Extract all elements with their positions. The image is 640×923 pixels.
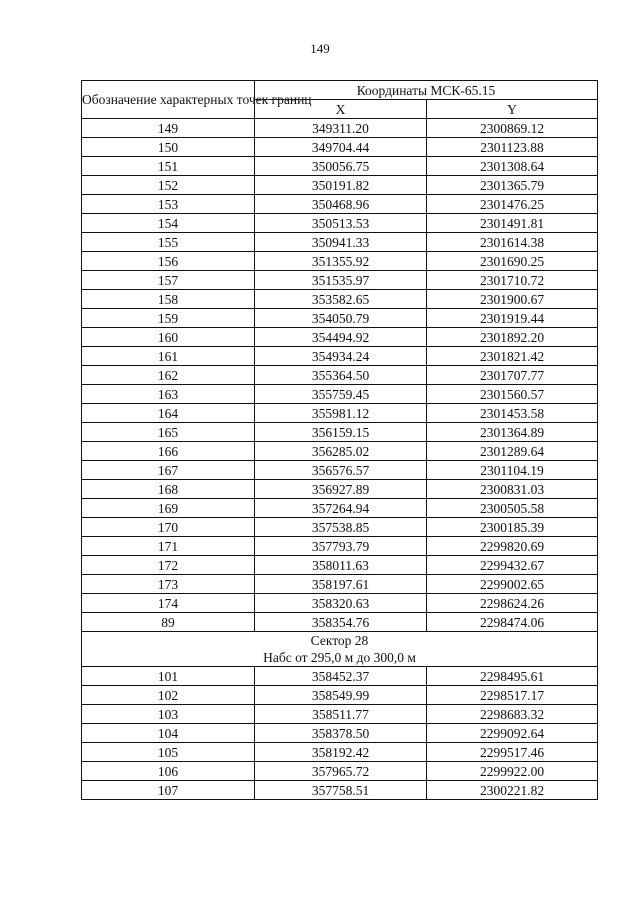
x-coordinate-cell: 358192.42: [255, 743, 427, 762]
point-id-cell: 164: [82, 404, 255, 423]
point-id-cell: 161: [82, 347, 255, 366]
y-coordinate-cell: 2299002.65: [427, 575, 598, 594]
table-row: [82, 480, 598, 499]
x-coordinate-cell: 358452.37: [255, 667, 427, 686]
point-id-cell: 166: [82, 442, 255, 461]
y-coordinate-cell: 2301453.58: [427, 404, 598, 423]
table-row: [82, 518, 598, 537]
x-coordinate-cell: 356576.57: [255, 461, 427, 480]
x-coordinate-cell: 358511.77: [255, 705, 427, 724]
table-row: [82, 347, 598, 366]
y-coordinate-cell: 2301919.44: [427, 309, 598, 328]
point-id-cell: 155: [82, 233, 255, 252]
point-id-cell: 163: [82, 385, 255, 404]
x-coordinate-cell: 358549.99: [255, 686, 427, 705]
point-id-cell: 105: [82, 743, 255, 762]
point-id-cell: 101: [82, 667, 255, 686]
table-row: [82, 613, 598, 632]
point-id-cell: 168: [82, 480, 255, 499]
y-coordinate-cell: 2300831.03: [427, 480, 598, 499]
y-coordinate-cell: 2299820.69: [427, 537, 598, 556]
x-coordinate-cell: 351355.92: [255, 252, 427, 271]
point-id-cell: 152: [82, 176, 255, 195]
x-coordinate-cell: 350941.33: [255, 233, 427, 252]
table-row: [82, 686, 598, 705]
table-row: [82, 442, 598, 461]
y-coordinate-cell: 2300221.82: [427, 781, 598, 800]
y-coordinate-cell: 2301476.25: [427, 195, 598, 214]
header-coordinates: Координаты МСК-65.15: [255, 81, 598, 100]
x-coordinate-cell: 349311.20: [255, 119, 427, 138]
table-row: [82, 176, 598, 195]
x-coordinate-cell: 355981.12: [255, 404, 427, 423]
x-coordinate-cell: 353582.65: [255, 290, 427, 309]
x-coordinate-cell: 355759.45: [255, 385, 427, 404]
point-id-cell: 160: [82, 328, 255, 347]
point-id-cell: 154: [82, 214, 255, 233]
table-row: [82, 575, 598, 594]
x-coordinate-cell: 350513.53: [255, 214, 427, 233]
point-id-cell: 106: [82, 762, 255, 781]
y-coordinate-cell: 2301491.81: [427, 214, 598, 233]
table-row: [82, 423, 598, 442]
point-id-cell: 157: [82, 271, 255, 290]
point-id-cell: 149: [82, 119, 255, 138]
point-id-cell: 165: [82, 423, 255, 442]
header-y: Y: [427, 100, 598, 119]
table-body-before-sector: [82, 119, 598, 632]
y-coordinate-cell: 2301364.89: [427, 423, 598, 442]
x-coordinate-cell: 358197.61: [255, 575, 427, 594]
table-row: [82, 667, 598, 686]
table-row: [82, 233, 598, 252]
point-id-cell: 153: [82, 195, 255, 214]
coordinates-table: [81, 80, 598, 800]
point-id-cell: 89: [82, 613, 255, 632]
y-coordinate-cell: 2301614.38: [427, 233, 598, 252]
y-coordinate-cell: 2298517.17: [427, 686, 598, 705]
table-body-after-sector: [82, 667, 598, 800]
table-row: [82, 119, 598, 138]
point-id-cell: 107: [82, 781, 255, 800]
table-row: [82, 366, 598, 385]
point-id-cell: 159: [82, 309, 255, 328]
point-id-cell: 172: [82, 556, 255, 575]
y-coordinate-cell: 2298474.06: [427, 613, 598, 632]
y-coordinate-cell: 2299922.00: [427, 762, 598, 781]
point-id-cell: 169: [82, 499, 255, 518]
table-row: [82, 271, 598, 290]
y-coordinate-cell: 2300185.39: [427, 518, 598, 537]
point-id-cell: 102: [82, 686, 255, 705]
table-row: [82, 781, 598, 800]
x-coordinate-cell: 356285.02: [255, 442, 427, 461]
y-coordinate-cell: 2300505.58: [427, 499, 598, 518]
sector-heading: [82, 632, 598, 667]
y-coordinate-cell: 2301560.57: [427, 385, 598, 404]
table-row: [82, 385, 598, 404]
point-id-cell: 170: [82, 518, 255, 537]
y-coordinate-cell: 2301900.67: [427, 290, 598, 309]
page-number: 149: [310, 41, 330, 56]
y-coordinate-cell: 2301289.64: [427, 442, 598, 461]
table-row: [82, 762, 598, 781]
point-id-cell: 167: [82, 461, 255, 480]
point-id-cell: 151: [82, 157, 255, 176]
y-coordinate-cell: 2301707.77: [427, 366, 598, 385]
point-id-cell: 150: [82, 138, 255, 157]
y-coordinate-cell: 2298495.61: [427, 667, 598, 686]
y-coordinate-cell: 2298683.32: [427, 705, 598, 724]
x-coordinate-cell: 357793.79: [255, 537, 427, 556]
y-coordinate-cell: 2301104.19: [427, 461, 598, 480]
y-coordinate-cell: 2299517.46: [427, 743, 598, 762]
table-row: [82, 724, 598, 743]
table-row: [82, 705, 598, 724]
table-row: [82, 537, 598, 556]
point-id-cell: 171: [82, 537, 255, 556]
point-id-cell: 104: [82, 724, 255, 743]
y-coordinate-cell: 2298624.26: [427, 594, 598, 613]
x-coordinate-cell: 355364.50: [255, 366, 427, 385]
table-row: [82, 138, 598, 157]
table-row: [82, 556, 598, 575]
table-row: [82, 499, 598, 518]
table-row: [82, 309, 598, 328]
x-coordinate-cell: 357965.72: [255, 762, 427, 781]
x-coordinate-cell: 350468.96: [255, 195, 427, 214]
x-coordinate-cell: 354934.24: [255, 347, 427, 366]
point-id-cell: 173: [82, 575, 255, 594]
y-coordinate-cell: 2299092.64: [427, 724, 598, 743]
x-coordinate-cell: 356927.89: [255, 480, 427, 499]
table-row: [82, 290, 598, 309]
x-coordinate-cell: 358378.50: [255, 724, 427, 743]
sector-subtitle: Набс от 295,0 м до 300,0 м: [263, 650, 416, 665]
header-x: X: [255, 100, 427, 119]
y-coordinate-cell: 2301123.88: [427, 138, 598, 157]
y-coordinate-cell: 2301690.25: [427, 252, 598, 271]
x-coordinate-cell: 354050.79: [255, 309, 427, 328]
table-row: [82, 157, 598, 176]
y-coordinate-cell: 2301821.42: [427, 347, 598, 366]
x-coordinate-cell: 349704.44: [255, 138, 427, 157]
x-coordinate-cell: 356159.15: [255, 423, 427, 442]
y-coordinate-cell: 2300869.12: [427, 119, 598, 138]
point-id-cell: 162: [82, 366, 255, 385]
sector-title: Сектор 28: [310, 633, 369, 648]
y-coordinate-cell: 2301710.72: [427, 271, 598, 290]
x-coordinate-cell: 350056.75: [255, 157, 427, 176]
sector-section: [82, 632, 598, 667]
table-row: [82, 195, 598, 214]
x-coordinate-cell: 358011.63: [255, 556, 427, 575]
x-coordinate-cell: 358354.76: [255, 613, 427, 632]
x-coordinate-cell: 350191.82: [255, 176, 427, 195]
table-row: [82, 214, 598, 233]
point-id-cell: 174: [82, 594, 255, 613]
table-row: [82, 594, 598, 613]
x-coordinate-cell: 351535.97: [255, 271, 427, 290]
x-coordinate-cell: 358320.63: [255, 594, 427, 613]
table-row: [82, 743, 598, 762]
table-row: [82, 328, 598, 347]
y-coordinate-cell: 2301365.79: [427, 176, 598, 195]
y-coordinate-cell: 2299432.67: [427, 556, 598, 575]
y-coordinate-cell: 2301892.20: [427, 328, 598, 347]
point-id-cell: 103: [82, 705, 255, 724]
y-coordinate-cell: 2301308.64: [427, 157, 598, 176]
point-id-cell: 158: [82, 290, 255, 309]
x-coordinate-cell: 357264.94: [255, 499, 427, 518]
x-coordinate-cell: 357758.51: [255, 781, 427, 800]
table-row: [82, 252, 598, 271]
table-row: [82, 461, 598, 480]
x-coordinate-cell: 357538.85: [255, 518, 427, 537]
header-point-designation: Обозначение характерных точек границ: [82, 81, 255, 119]
point-id-cell: 156: [82, 252, 255, 271]
table-row: [82, 404, 598, 423]
x-coordinate-cell: 354494.92: [255, 328, 427, 347]
